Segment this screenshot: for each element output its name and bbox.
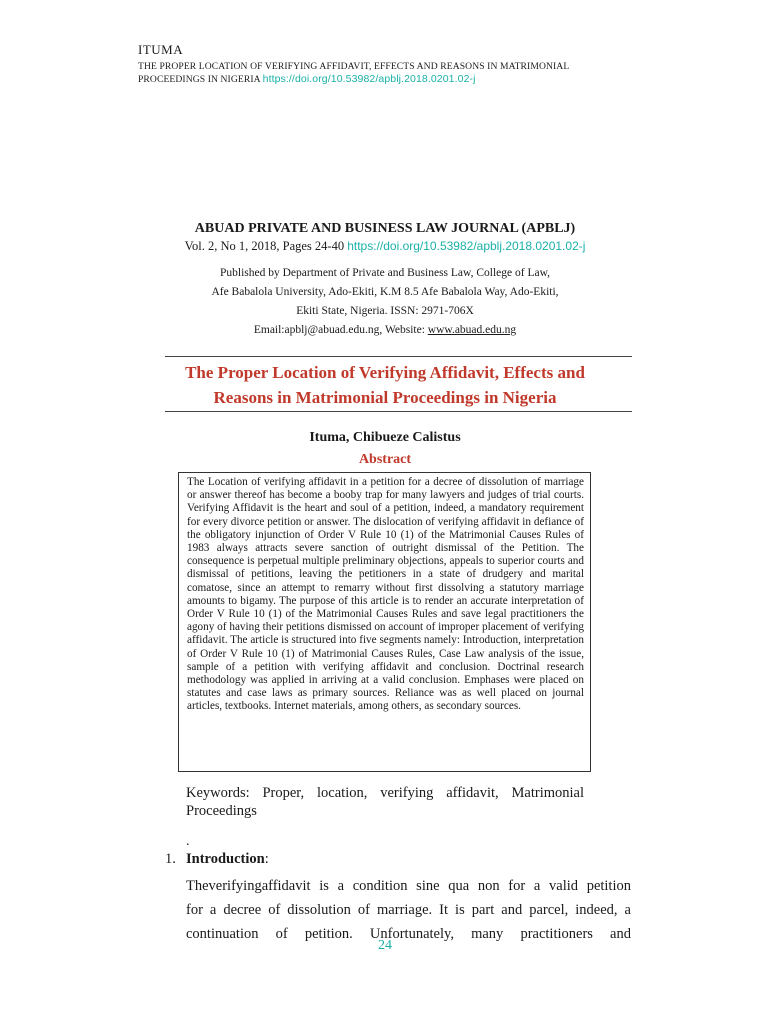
page-number: 24 [378, 938, 392, 953]
introduction-line-1: Theverifyingaffidavit is a condition sine qua non for a valid petition [186, 878, 631, 894]
introduction-line-3: continuation of petition. Unfortunately, many practitioners and [186, 926, 631, 942]
abstract-box [178, 472, 591, 772]
section-colon: : [264, 851, 269, 867]
paper-title-line-1: The Proper Location of Verifying Affidavit, Effects and [185, 363, 585, 382]
publisher-line-3: Ekiti State, Nigeria. ISSN: 2971-706X [296, 305, 474, 317]
author-name: Ituma, Chibueze Calistus [309, 430, 461, 445]
separator-dot: . [186, 834, 190, 849]
publisher-email: Email:apblj@abuad.edu.ng, Website: [253, 324, 428, 336]
journal-volume [0, 239, 770, 254]
running-header-author: ITUMA [138, 42, 184, 57]
section-number: 1. [165, 851, 176, 867]
section-title: Introduction [186, 851, 265, 867]
section-heading [186, 851, 269, 868]
publisher-contact [0, 321, 770, 340]
title-bottom-rule [165, 411, 632, 412]
journal-name: ABUAD PRIVATE AND BUSINESS LAW JOURNAL (APBLJ) [194, 221, 576, 236]
keywords: Keywords: Proper, location, verifying affidavit, Matrimonial Proceedings [186, 785, 584, 819]
paper-title-line-2: Reasons in Matrimonial Proceedings in Nigeria [213, 388, 557, 407]
running-header-title [138, 60, 618, 86]
publisher-info [0, 264, 770, 340]
title-top-rule [165, 356, 632, 357]
running-header-doi-link[interactable]: https://doi.org/10.53982/apblj.2018.0201.02-j [262, 73, 476, 85]
journal-doi-link[interactable]: https://doi.org/10.53982/apblj.2018.0201.02-j [347, 239, 586, 253]
journal-volume-text: Vol. 2, No 1, 2018, Pages 24-40 [184, 239, 345, 253]
abstract-text: The Location of verifying affidavit in a petition for a decree of dissolution of marriage or answer thereof has become a booby trap for many lawyers and judges of trial courts. Verifying Affidavit is the heart and soul of a petition, indeed, a mandatory requirement for every divorce petition or answer. The dislocation of verifying affidavit in defiance of the obligatory injunction of Order V Rule 10 (1) of the Matrimonial Causes Rules of 1983 always attracts severe sanction of outright dismissal of the Petition. The consequence is perpetual multiple preliminary objections, appeals to superior courts and dismissal of petitions, leaving the petitioners in a state of drudgery and marital comatose, since an attempt to remarry without first dissolving a statutory marriage amounts to bigamy. The purpose of this article is to render an accurate interpretation of Order V Rule 10 (1) of the Matrimonial Causes Rules and save legal practitioners the agony of having their petitions dismissed on account of improper placement of verifying affidavit. The article is structured into five segments namely: Introduction, interpretation of Order V Rule 10 (1) of Matrimonial Causes Rules, Case Law analysis of the issue, sample of a petition with verifying affidavit and conclusion. Doctrinal research methodology was applied in arriving at a valid conclusion. Emphases were placed on statutes and case laws as primary sources. Reliance was as well placed on journal articles, textbooks. Internet materials, among others, as secondary sources. [187, 476, 584, 713]
running-header-title-text: THE PROPER LOCATION OF VERIFYING AFFIDAVIT, EFFECTS AND REASONS IN MATRIMONIAL PROCEEDINGS IN NIGERIA [138, 61, 569, 85]
abstract-heading: Abstract [358, 452, 412, 467]
publisher-website-link[interactable]: www.abuad.edu.ng [427, 324, 517, 336]
paper-title [0, 360, 770, 410]
publisher-line-2: Afe Babalola University, Ado-Ekiti, K.M 8.5 Afe Babalola Way, Ado-Ekiti, [211, 286, 559, 298]
introduction-line-2: for a decree of dissolution of marriage. It is part and parcel, indeed, a [186, 902, 631, 918]
publisher-line-1: Published by Department of Private and Business Law, College of Law, [219, 267, 551, 279]
introduction-text [186, 874, 631, 946]
